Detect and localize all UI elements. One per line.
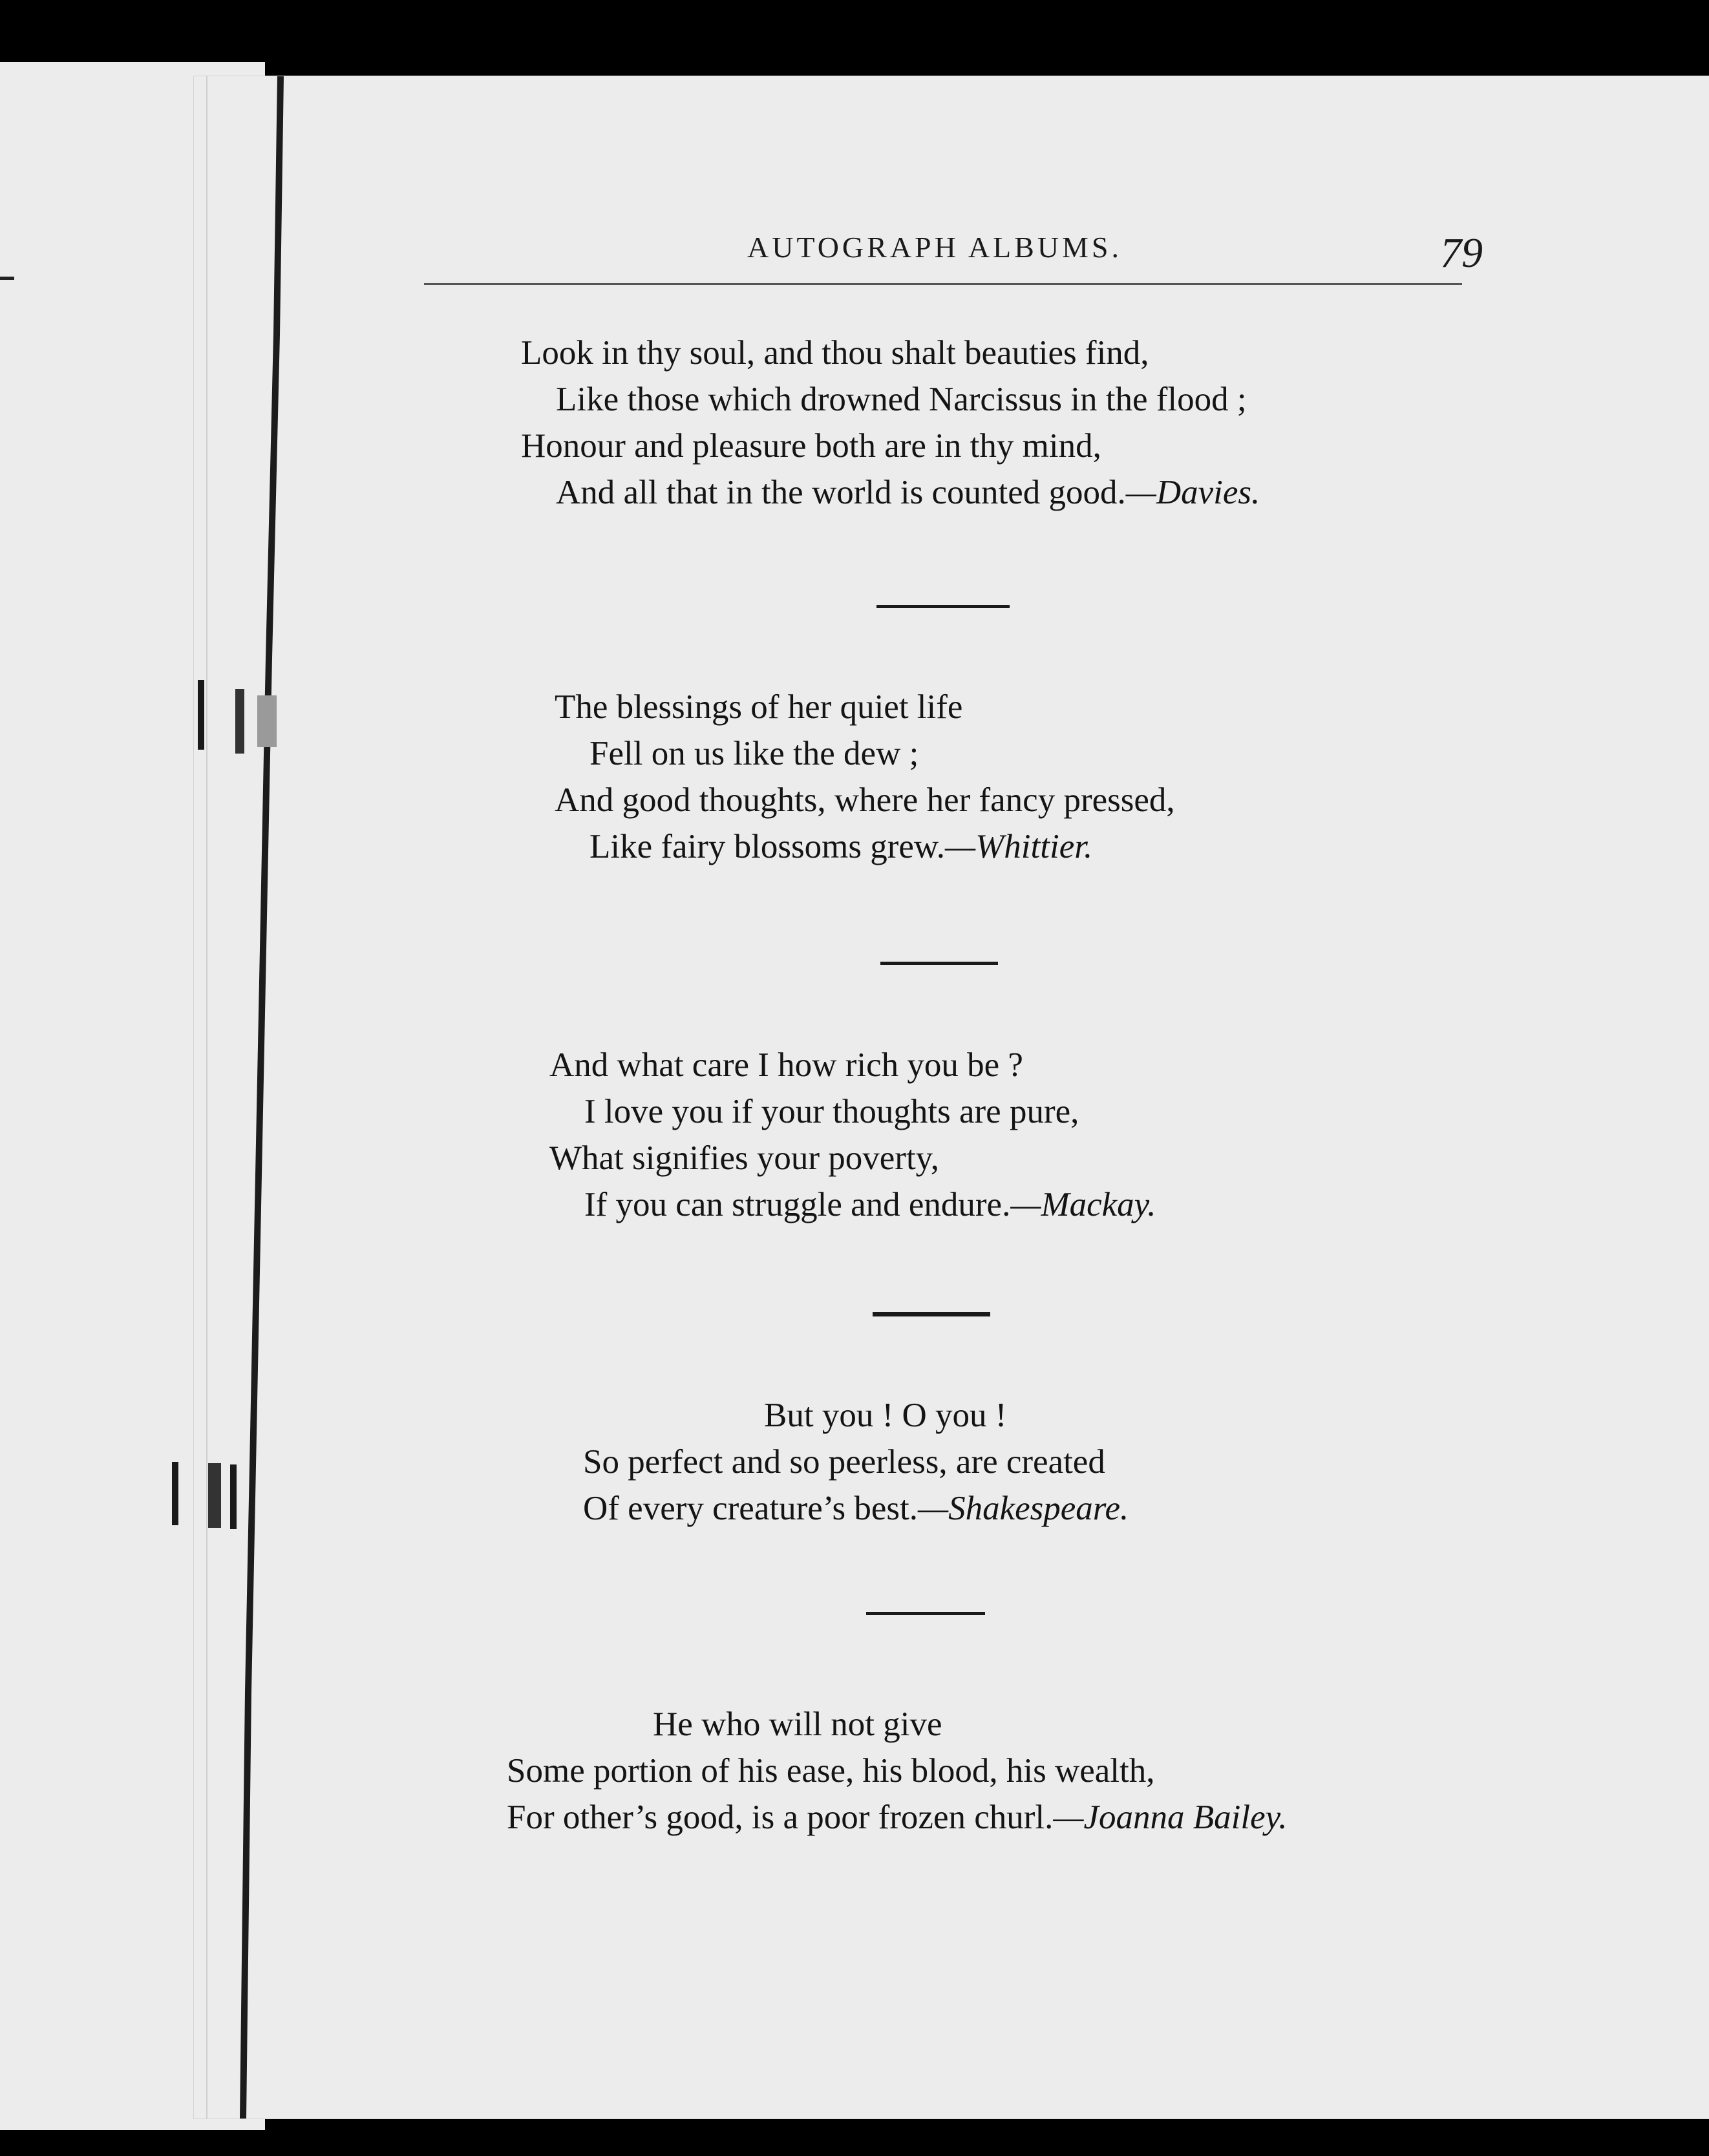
header-rule (424, 283, 1462, 285)
verse-line: If you can struggle and endure. (584, 1186, 1011, 1223)
verse-line: What signifies your poverty, (549, 1139, 939, 1177)
section-separator (880, 962, 998, 965)
verse-line: For other’s good, is a poor frozen churl. (507, 1799, 1054, 1836)
stitch-mark (235, 689, 244, 754)
attribution: —Davies. (1125, 474, 1260, 511)
page-number: 79 (1440, 229, 1483, 277)
poem-stanza-davies (521, 330, 1260, 516)
stitch-mark (198, 680, 204, 750)
verse-line: Fell on us like the dew ; (589, 735, 919, 772)
stitch-mark (230, 1464, 237, 1529)
verse-line: And what care I how rich you be ? (549, 1046, 1023, 1084)
verse-line: He who will not give (653, 1706, 942, 1743)
verse-line: Some portion of his ease, his blood, his wealth, (507, 1752, 1155, 1790)
poem-stanza-shakespeare (583, 1392, 1129, 1532)
attribution: —Mackay. (1010, 1186, 1156, 1223)
section-separator (866, 1612, 985, 1615)
stitch-mark (172, 1462, 178, 1525)
stitch-mark (257, 695, 277, 747)
verse-line: But you ! O you ! (764, 1397, 1007, 1434)
verse-line: Like fairy blossoms grew. (589, 828, 946, 865)
verse-line: And all that in the world is counted good. (556, 474, 1126, 511)
verse-line: So perfect and so peerless, are created (583, 1443, 1105, 1481)
verse-line: Like those which drowned Narcissus in the flood ; (556, 381, 1247, 418)
poem-stanza-whittier (555, 684, 1175, 870)
attribution: —Whittier. (945, 828, 1093, 865)
verse-line: Look in thy soul, and thou shalt beauties find, (521, 334, 1149, 372)
poem-stanza-bailey (507, 1701, 1287, 1841)
verse-line: I love you if your thoughts are pure, (584, 1093, 1079, 1130)
attribution: —Joanna Bailey. (1053, 1799, 1288, 1836)
section-separator (873, 1312, 990, 1316)
stitch-mark (208, 1463, 221, 1528)
running-header: AUTOGRAPH ALBUMS. (747, 231, 1123, 264)
previous-page-mark (0, 277, 14, 280)
verse-line: And good thoughts, where her fancy pressed, (555, 781, 1175, 819)
section-separator (876, 605, 1010, 608)
verse-line: Of every creature’s best. (583, 1490, 918, 1527)
verse-line: The blessings of her quiet life (555, 688, 963, 726)
verse-line: Honour and pleasure both are in thy mind, (521, 427, 1101, 465)
poem-stanza-mackay (549, 1042, 1156, 1228)
attribution: —Shakespeare. (917, 1490, 1129, 1527)
